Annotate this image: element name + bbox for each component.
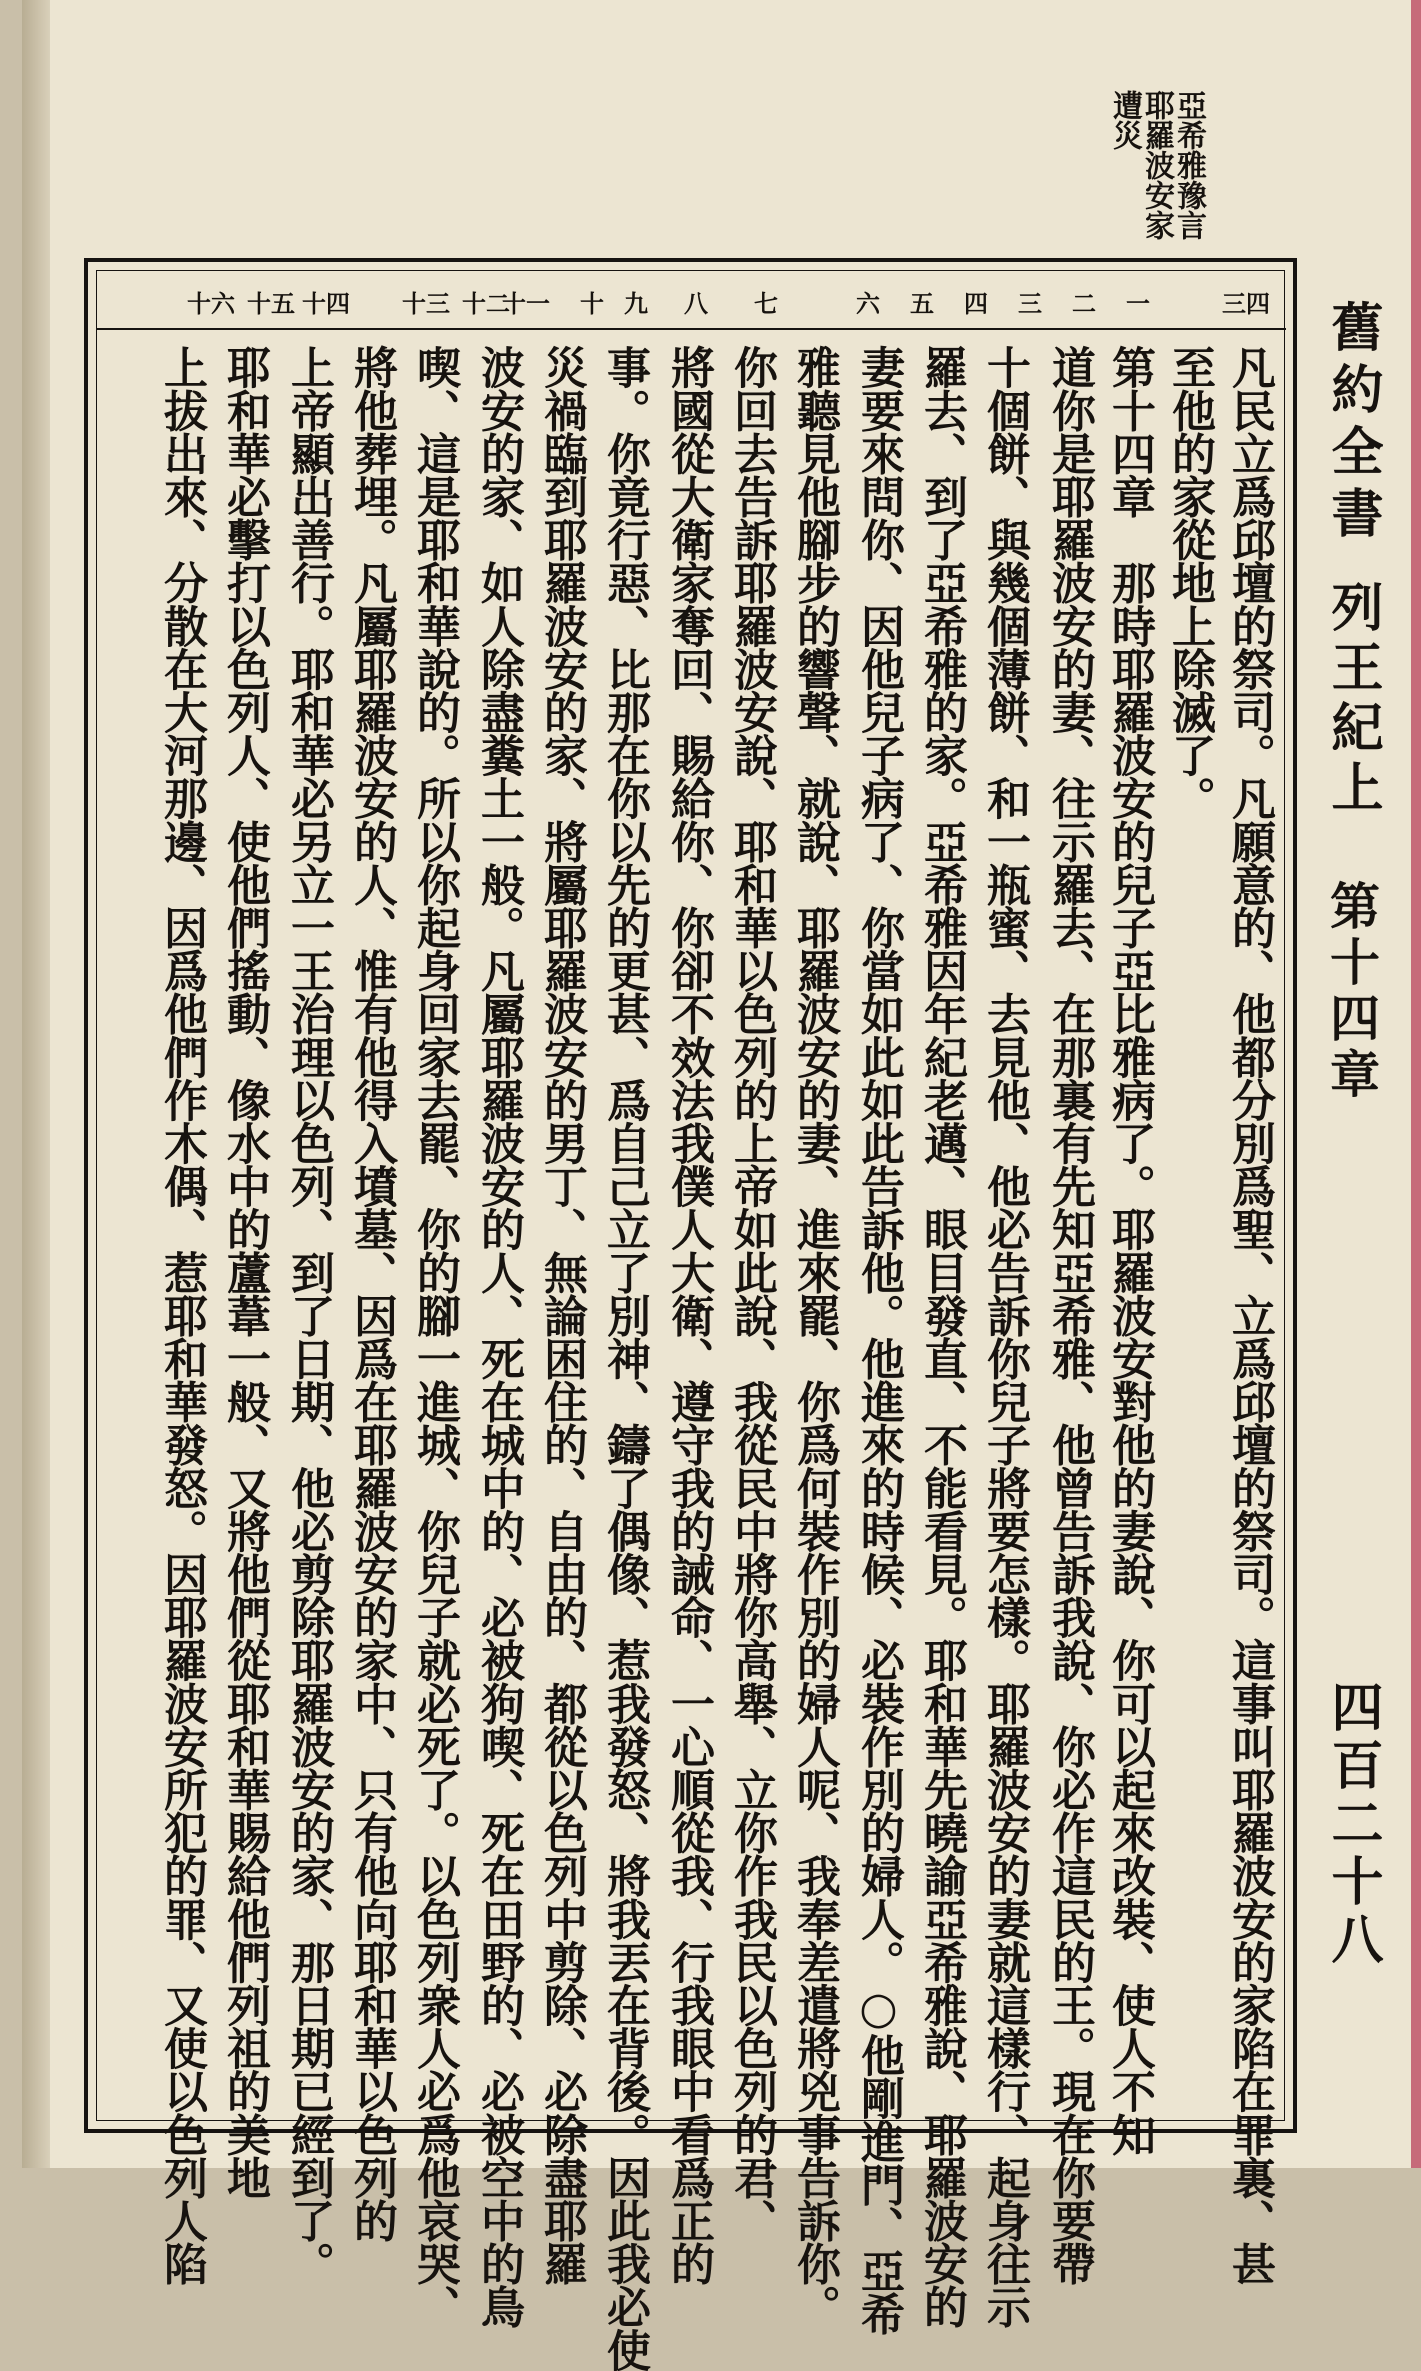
verse-number: 十六 (187, 289, 235, 318)
marginal-line: 耶羅波安家 (1139, 90, 1174, 240)
text-column: 災禍臨到耶羅波安的家、將屬耶羅波安的男丁、無論困住的、自由的、都從以色列中剪除、必除盡耶羅 (536, 345, 587, 2285)
verse-number: 十一 (502, 289, 550, 318)
verse-number: 十三 (402, 289, 450, 318)
verse-number: 九 (624, 289, 648, 318)
marginal-line: 遭災 (1107, 90, 1142, 150)
verse-number: 三 (1018, 289, 1042, 318)
verse-number: 六 (856, 289, 880, 318)
verse-number: 十 (580, 289, 604, 318)
scripture-text (108, 345, 1283, 2371)
text-column: 凡民立爲邱壇的祭司。凡願意的、他都分別爲聖、立爲邱壇的祭司。這事叫耶羅波安的家陷在罪裏、甚 (1224, 345, 1275, 2285)
verse-number: 一 (1126, 289, 1150, 318)
chapter-heading: 第十四章 (1322, 880, 1381, 1104)
text-column: 耶和華必擊打以色列人、使他們搖動、像水中的蘆葦一般、又將他們從耶和華賜給他們列祖的美地 (219, 345, 270, 2199)
verse-number: 十四 (302, 289, 350, 318)
marginal-note (1108, 90, 1204, 240)
verse-number-row (96, 278, 1286, 330)
text-column: 道你是耶羅波安的妻、往示羅去、在那裏有先知亞希雅、他曾告訴我說、你必作這民的王。現在你要帶 (1044, 345, 1095, 2285)
verse-number: 十二 (462, 289, 510, 318)
page-number: 四百二十八 (1322, 1680, 1383, 1970)
verse-number: 八 (684, 289, 708, 318)
verse-number: 七 (754, 289, 778, 318)
page-edge (1411, 0, 1421, 2168)
verse-number: 五 (910, 289, 934, 318)
verse-number: 十五 (247, 289, 295, 318)
text-column: 羅去、到了亞希雅的家。亞希雅因年紀老邁、眼目發直、不能看見。耶和華先曉諭亞希雅說、耶羅波安的 (916, 345, 967, 2328)
text-column: 妻要來問你、因他兒子病了、你當如此如此告訴他。他進來的時候、必裝作別的婦人。○他剛進門、亞希 (853, 345, 904, 2335)
verse-number: 三四 (1222, 289, 1270, 318)
text-column: 你回去告訴耶羅波安說、耶和華以色列的上帝如此說、我從民中將你高舉、立你作我民以色列的君、 (726, 345, 777, 2242)
text-column: 將他葬埋。凡屬耶羅波安的人、惟有他得入墳墓、因爲在耶羅波安的家中、只有他向耶和華以色列的 (346, 345, 397, 2242)
text-column: 十個餅、與幾個薄餅、和一瓶蜜、去見他、他必告訴你兒子將要怎樣。耶羅波安的妻就這樣行、起身往示 (979, 345, 1030, 2328)
text-column: 上帝顯出善行。耶和華必另立一王治理以色列、到了日期、他必剪除耶羅波安的家、那日期已經到了。 (283, 345, 334, 2285)
book-title: 舊約全書 (1322, 300, 1383, 548)
book-part: 列王紀上 (1322, 580, 1383, 820)
text-column: 第十四章 那時耶羅波安的兒子亞比雅病了。耶羅波安對他的妻說、你可以起來改裝、使人不知 (1104, 345, 1155, 2156)
text-column: 喫、這是耶和華說的。所以你起身回家去罷、你的腳一進城、你兒子就必死了。以色列衆人必爲他哀哭、 (409, 345, 460, 2328)
text-column: 雅聽見他腳步的響聲、就說、耶羅波安的妻、進來罷、你爲何裝作別的婦人呢、我奉差遣將兇事告訴你。 (789, 345, 840, 2328)
verse-number: 二 (1072, 289, 1096, 318)
verse-number: 四 (964, 289, 988, 318)
marginal-line: 亞希雅豫言 (1171, 90, 1206, 240)
book-gutter (22, 0, 50, 2168)
text-column: 事。你竟行惡、比那在你以先的更甚、爲自己立了別神、鑄了偶像、惹我發怒、將我丟在背後。因此我必使 (599, 345, 650, 2371)
text-column: 上拔出來、分散在大河那邊、因爲他們作木偶、惹耶和華發怒。因耶羅波安所犯的罪、又使以色列人陷 (156, 345, 207, 2285)
text-column: 將國從大衛家奪回、賜給你、你卻不效法我僕人大衛、遵守我的誡命、一心順從我、行我眼中看爲正的 (663, 345, 714, 2285)
text-column: 波安的家、如人除盡糞土一般。凡屬耶羅波安的人、死在城中的、必被狗喫、死在田野的、必被空中的鳥 (473, 345, 524, 2328)
text-column: 至他的家從地上除滅了。 (1164, 345, 1215, 820)
